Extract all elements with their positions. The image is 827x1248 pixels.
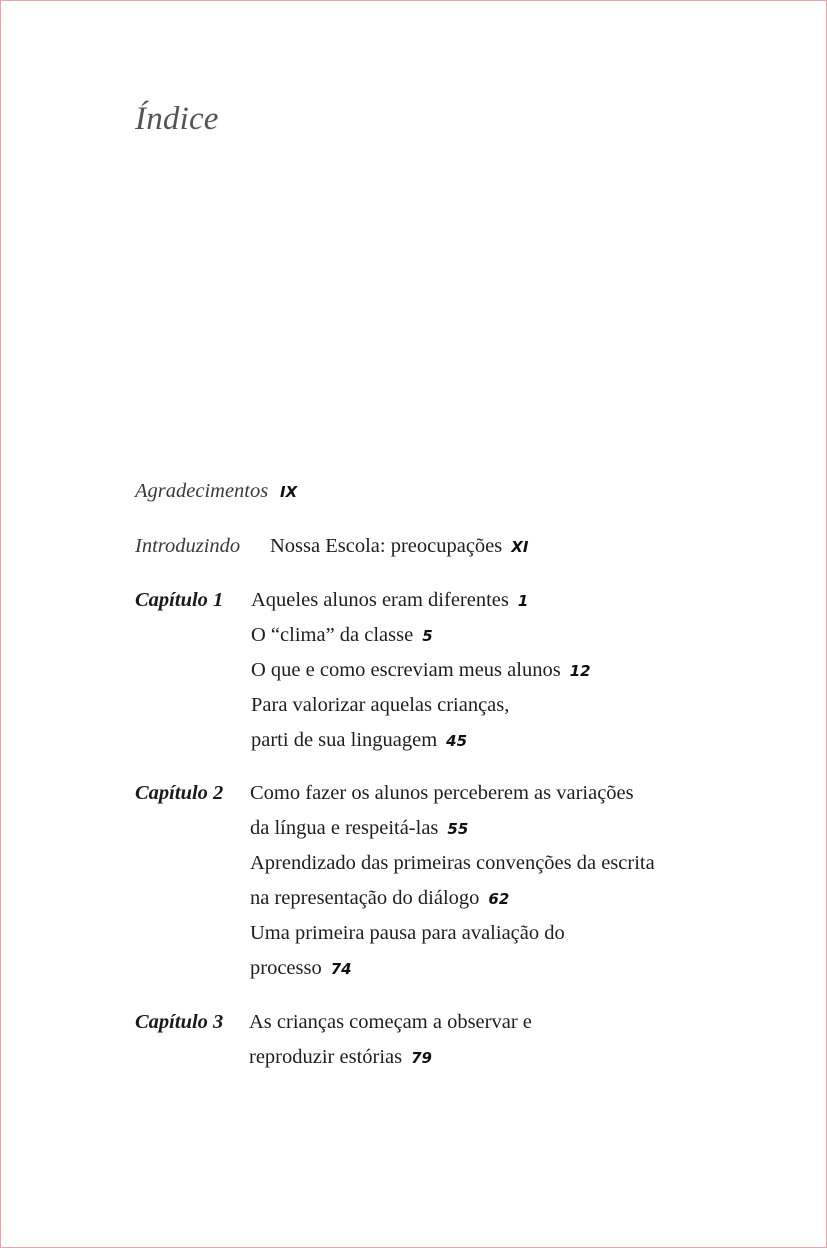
page-number: 55 [447,820,469,838]
toc-label-agradecimentos: Agradecimentos [135,480,269,502]
toc-line [249,1005,532,1040]
toc-line [251,723,591,758]
toc-line [270,529,528,564]
page-number: 5 [422,627,433,645]
toc-line [251,688,591,723]
toc-line-text: processo [250,957,322,979]
toc-line-text: Como fazer os alunos perceberem as variações [250,782,634,804]
toc-line-text: reproduzir estórias [249,1046,403,1068]
toc-line [250,811,655,846]
toc-line-text: na representação do diálogo [250,887,480,909]
toc-line-text: O que e como escreviam meus alunos [251,659,561,681]
page-number: 79 [411,1049,432,1067]
toc-line-text: Aprendizado das primeiras convenções da escrita [250,852,655,874]
toc-line-text: As crianças começam a observar e [249,1011,532,1033]
toc-line [251,618,591,653]
toc-line [250,776,655,811]
page-number: 12 [569,662,591,680]
toc-line-text: da língua e respeitá-las [250,817,439,839]
toc-line [251,653,591,688]
page-title: Índice [135,101,219,137]
page-number: 45 [446,732,468,750]
page-number: 1 [517,592,529,610]
toc-line [251,583,591,618]
toc-line [249,1040,532,1075]
toc-line-text: O “clima” da classe [251,624,414,646]
page-number: IX [280,483,298,501]
page-number: XI [511,538,529,556]
toc-line [250,951,655,986]
toc-line-text: Para valorizar aquelas crianças, [251,694,510,716]
toc-line [250,846,655,881]
toc-line [250,881,655,916]
toc-line-text: Uma primeira pausa para avaliação do [250,922,565,944]
toc-line-text: Nossa Escola: preocupações [270,535,503,557]
toc-label-capitulo-3: Capítulo 3 [135,1011,224,1033]
toc-line [280,474,297,509]
toc-label-capitulo-2: Capítulo 2 [135,782,224,804]
toc-line [250,916,655,951]
toc-line-text: Aqueles alunos eram diferentes [251,589,509,611]
toc-label-capitulo-1: Capítulo 1 [135,589,224,611]
page-number: 62 [488,890,510,908]
page-number: 74 [330,960,352,978]
toc-label-introduzindo: Introduzindo [135,535,241,557]
toc-line-text: parti de sua linguagem [251,729,438,751]
